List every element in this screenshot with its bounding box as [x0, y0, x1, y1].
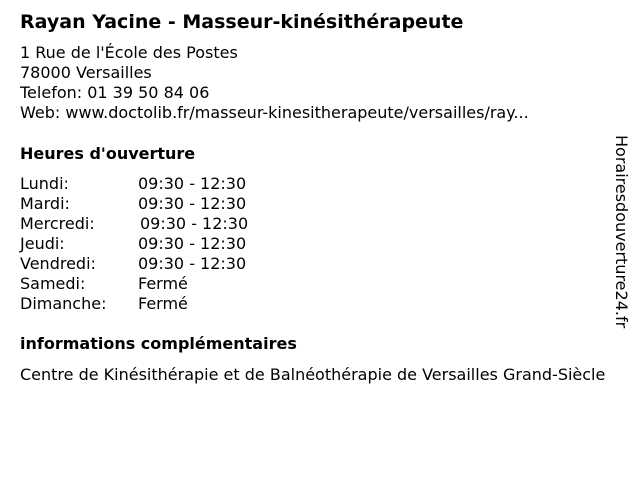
- additional-info-text: Centre de Kinésithérapie et de Balnéothérapie de Versailles Grand-Siècle: [20, 365, 606, 384]
- day-hours: Fermé: [138, 294, 188, 313]
- day-label: Vendredi:: [20, 254, 96, 273]
- day-hours: 09:30 - 12:30: [138, 194, 247, 213]
- day-hours: 09:30 - 12:30: [138, 174, 247, 193]
- site-watermark: Horairesdouverture24.fr: [612, 135, 631, 329]
- business-name: Rayan Yacine - Masseur-kinésithérapeute: [20, 11, 464, 33]
- day-label: Samedi:: [20, 274, 86, 293]
- street-address: 1 Rue de l'École des Postes: [20, 43, 238, 62]
- additional-info-heading: informations complémentaires: [20, 334, 297, 353]
- day-hours: Fermé: [138, 274, 188, 293]
- opening-hours-heading: Heures d'ouverture: [20, 144, 196, 163]
- contact-block: [20, 43, 529, 123]
- day-label: Mercredi:: [20, 214, 95, 233]
- day-hours: 09:30 - 12:30: [140, 214, 249, 233]
- day-label: Mardi:: [20, 194, 70, 213]
- day-label: Lundi:: [20, 174, 69, 193]
- website-url: Web: www.doctolib.fr/masseur-kinesitherapeute/versailles/ray...: [20, 103, 529, 122]
- day-label: Dimanche:: [20, 294, 107, 313]
- city-postal-code: 78000 Versailles: [20, 63, 152, 82]
- day-hours: 09:30 - 12:30: [138, 254, 247, 273]
- day-hours: 09:30 - 12:30: [138, 234, 247, 253]
- day-label: Jeudi:: [20, 234, 65, 253]
- phone-number: Telefon: 01 39 50 84 06: [20, 83, 210, 102]
